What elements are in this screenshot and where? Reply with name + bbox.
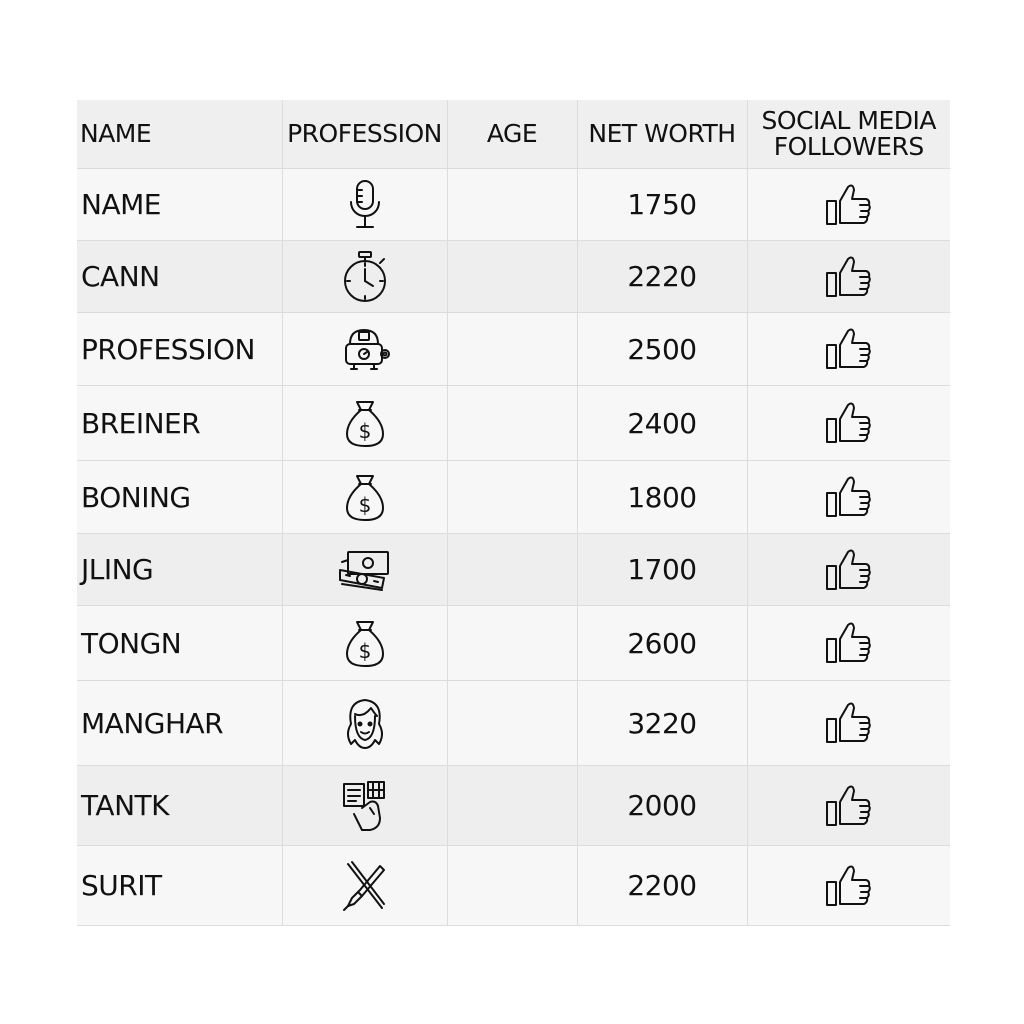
woman-face-icon — [341, 694, 389, 752]
row-age — [447, 241, 577, 313]
table-row — [77, 846, 950, 926]
row-net-worth: 1750 — [577, 169, 747, 241]
row-social — [747, 313, 950, 386]
row-age — [447, 313, 577, 386]
row-profession — [282, 766, 447, 846]
svg-text:$: $ — [358, 639, 371, 663]
svg-text:$: $ — [358, 419, 371, 443]
table-row — [77, 386, 950, 461]
row-net-worth: 2220 — [577, 241, 747, 313]
row-name: SURIT — [77, 846, 282, 926]
thumbs-up-icon — [823, 782, 875, 830]
header-social-media — [747, 100, 950, 169]
robot-icon — [338, 324, 392, 374]
row-name: JLING — [77, 534, 282, 606]
header-net-worth: NET WORTH — [577, 100, 747, 169]
header-social-line1: SOCIAL MEDIA — [761, 106, 936, 135]
row-profession — [282, 534, 447, 606]
row-profession — [282, 461, 447, 534]
row-social — [747, 606, 950, 681]
hand-document-icon — [340, 778, 390, 834]
row-profession — [282, 313, 447, 386]
table-row — [77, 606, 950, 681]
row-profession — [282, 606, 447, 681]
row-net-worth: 2000 — [577, 766, 747, 846]
row-age — [447, 461, 577, 534]
thumbs-up-icon — [823, 546, 875, 594]
thumbs-up-icon — [823, 181, 875, 229]
thumbs-up-icon — [823, 399, 875, 447]
money-bag-icon — [343, 616, 387, 670]
row-social — [747, 534, 950, 606]
row-age — [447, 169, 577, 241]
row-profession — [282, 846, 447, 926]
row-name: NAME — [77, 169, 282, 241]
row-age — [447, 681, 577, 766]
row-name: CANN — [77, 241, 282, 313]
row-net-worth: 2500 — [577, 313, 747, 386]
celebrity-table — [77, 100, 950, 926]
row-profession — [282, 681, 447, 766]
thumbs-up-icon — [823, 619, 875, 667]
thumbs-up-icon — [823, 473, 875, 521]
row-name: BONING — [77, 461, 282, 534]
row-social — [747, 681, 950, 766]
table-row — [77, 461, 950, 534]
row-name: MANGHAR — [77, 681, 282, 766]
row-net-worth: 1800 — [577, 461, 747, 534]
row-profession — [282, 241, 447, 313]
header-name: NAME — [77, 100, 282, 169]
header-row — [77, 100, 950, 169]
row-name: TONGN — [77, 606, 282, 681]
table-row — [77, 169, 950, 241]
row-age — [447, 386, 577, 461]
svg-text:$: $ — [358, 493, 371, 517]
header-social-line2: FOLLOWERS — [773, 132, 924, 161]
row-net-worth: 1700 — [577, 534, 747, 606]
row-age — [447, 606, 577, 681]
row-age — [447, 766, 577, 846]
cash-stack-icon — [338, 548, 392, 592]
stopwatch-icon — [340, 250, 390, 304]
row-net-worth: 3220 — [577, 681, 747, 766]
row-profession — [282, 169, 447, 241]
thumbs-up-icon — [823, 325, 875, 373]
row-net-worth: 2400 — [577, 386, 747, 461]
table-row — [77, 313, 950, 386]
row-social — [747, 461, 950, 534]
row-net-worth: 2200 — [577, 846, 747, 926]
money-bag-icon — [343, 396, 387, 450]
row-name: BREINER — [77, 386, 282, 461]
microphone-icon — [343, 178, 387, 232]
table-row — [77, 681, 950, 766]
crossed-tools-icon — [340, 858, 390, 914]
table-row — [77, 534, 950, 606]
row-name: PROFESSION — [77, 313, 282, 386]
row-profession — [282, 386, 447, 461]
row-social — [747, 386, 950, 461]
thumbs-up-icon — [823, 862, 875, 910]
row-net-worth: 2600 — [577, 606, 747, 681]
table-row — [77, 241, 950, 313]
row-social — [747, 169, 950, 241]
money-bag-icon — [343, 470, 387, 524]
row-age — [447, 846, 577, 926]
celebrity-table-container — [77, 100, 950, 926]
header-profession: PROFESSION — [282, 100, 447, 169]
thumbs-up-icon — [823, 253, 875, 301]
header-age: AGE — [447, 100, 577, 169]
row-social — [747, 241, 950, 313]
table-row — [77, 766, 950, 846]
row-name: TANTK — [77, 766, 282, 846]
row-age — [447, 534, 577, 606]
thumbs-up-icon — [823, 699, 875, 747]
row-social — [747, 846, 950, 926]
row-social — [747, 766, 950, 846]
